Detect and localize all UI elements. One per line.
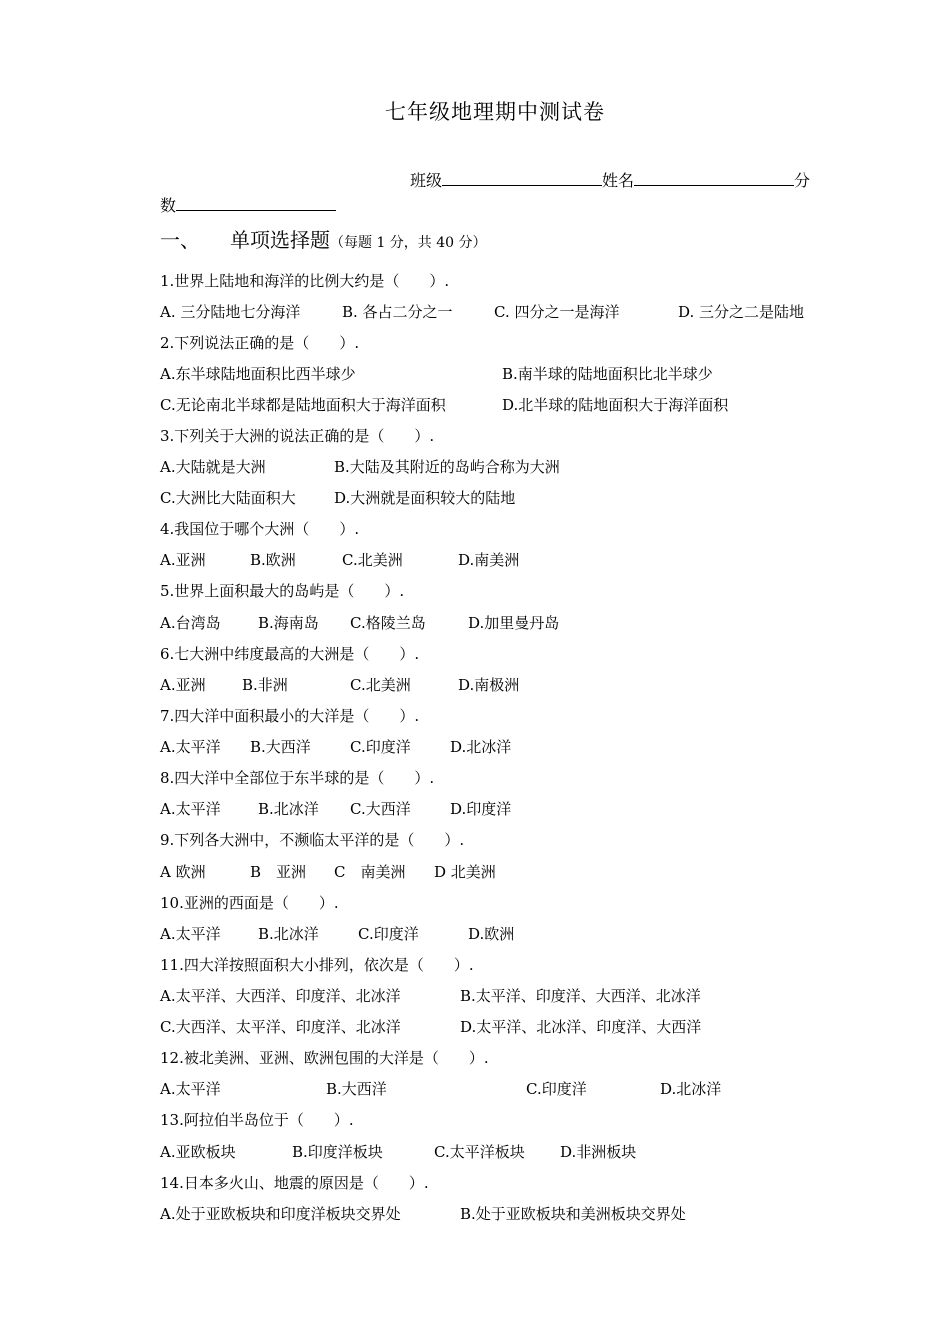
option-b: B.海南岛	[258, 614, 319, 632]
option-b: B.处于亚欧板块和美洲板块交界处	[460, 1205, 686, 1223]
option-c: C.大洲比大陆面积大	[160, 489, 296, 507]
option-c: C 南美洲	[334, 863, 406, 881]
option-b: B.北冰洋	[258, 800, 319, 818]
option-c: C.北美洲	[350, 676, 411, 694]
option-d: D.加里曼丹岛	[468, 614, 560, 632]
option-a: A.亚洲	[160, 551, 206, 569]
option-c: C.格陵兰岛	[350, 614, 426, 632]
option-b: B.太平洋、印度洋、大西洋、北冰洋	[460, 987, 701, 1005]
section-number: 一、	[160, 228, 200, 252]
question-13: 13.阿拉伯半岛位于（ ）.	[160, 1111, 354, 1129]
question-9: 9.下列各大洲中，不濒临太平洋的是（ ）.	[160, 831, 465, 849]
option-b: B.印度洋板块	[292, 1143, 383, 1161]
section-title: 单项选择题	[230, 228, 330, 252]
question-2: 2.下列说法正确的是（ ）.	[160, 334, 360, 352]
question-8: 8.四大洋中全部位于东半球的是（ ）.	[160, 769, 435, 787]
option-c: C.印度洋	[350, 738, 411, 756]
option-d: D.北半球的陆地面积大于海洋面积	[502, 396, 729, 414]
question-14: 14.日本多火山、地震的原因是（ ）.	[160, 1174, 429, 1192]
question-1: 1.世界上陆地和海洋的比例大约是（ ）.	[160, 272, 450, 290]
student-info-line	[410, 168, 810, 191]
class-label: 班级	[410, 171, 443, 190]
option-a: A.台湾岛	[160, 614, 221, 632]
option-d: D.大洲就是面积较大的陆地	[334, 489, 516, 507]
option-d: D.北冰洋	[450, 738, 512, 756]
option-c: C. 四分之一是海洋	[494, 303, 620, 321]
option-b: B.大西洋	[250, 738, 311, 756]
option-a: A.大陆就是大洲	[160, 458, 266, 476]
option-c: C.无论南北半球都是陆地面积大于海洋面积	[160, 396, 446, 414]
option-c: C.印度洋	[526, 1080, 587, 1098]
option-d: D.太平洋、北冰洋、印度洋、大西洋	[460, 1018, 702, 1036]
question-5: 5.世界上面积最大的岛屿是（ ）.	[160, 582, 405, 600]
option-b: B.大西洋	[326, 1080, 387, 1098]
question-7: 7.四大洋中面积最小的大洋是（ ）.	[160, 707, 420, 725]
option-c: C.印度洋	[358, 925, 419, 943]
score-blank	[176, 194, 336, 211]
option-c: C.北美洲	[342, 551, 403, 569]
option-a: A.东半球陆地面积比西半球少	[160, 365, 356, 383]
name-blank	[634, 169, 794, 186]
option-b: B.南半球的陆地面积比北半球少	[502, 365, 713, 383]
option-b: B.非洲	[242, 676, 288, 694]
name-label: 姓名	[602, 171, 635, 190]
section-note: （每题 1 分，共 40 分）	[330, 235, 487, 251]
option-a: A.太平洋	[160, 1080, 221, 1098]
score-line	[160, 193, 336, 216]
class-blank	[442, 169, 602, 186]
option-a: A.亚欧板块	[160, 1143, 236, 1161]
option-c: C.大西洋、太平洋、印度洋、北冰洋	[160, 1018, 401, 1036]
option-a: A. 三分陆地七分海洋	[160, 303, 301, 321]
score-label-part2: 数	[160, 196, 177, 215]
option-b: B.北冰洋	[258, 925, 319, 943]
question-3: 3.下列关于大洲的说法正确的是（ ）.	[160, 427, 435, 445]
option-b: B.欧洲	[250, 551, 296, 569]
section-heading	[160, 224, 487, 253]
option-a: A.处于亚欧板块和印度洋板块交界处	[160, 1205, 401, 1223]
option-d: D.非洲板块	[560, 1143, 637, 1161]
question-10: 10.亚洲的西面是（ ）.	[160, 894, 339, 912]
option-d: D. 三分之二是陆地	[678, 303, 805, 321]
option-d: D.北冰洋	[660, 1080, 722, 1098]
option-c: C.大西洋	[350, 800, 411, 818]
option-a: A.太平洋	[160, 738, 221, 756]
option-d: D.南美洲	[458, 551, 520, 569]
option-a: A 欧洲	[160, 863, 206, 881]
question-11: 11.四大洋按照面积大小排列，依次是（ ）.	[160, 956, 474, 974]
page-title: 七年级地理期中测试卷	[385, 100, 605, 124]
option-b: B. 各占二分之一	[342, 303, 453, 321]
option-d: D 北美洲	[434, 863, 496, 881]
option-b: B.大陆及其附近的岛屿合称为大洲	[334, 458, 560, 476]
question-4: 4.我国位于哪个大洲（ ）.	[160, 520, 360, 538]
option-a: A.太平洋	[160, 925, 221, 943]
option-c: C.太平洋板块	[434, 1143, 525, 1161]
question-6: 6.七大洲中纬度最高的大洲是（ ）.	[160, 645, 420, 663]
option-b: B 亚洲	[250, 863, 307, 881]
option-d: D.欧洲	[468, 925, 515, 943]
option-a: A.太平洋、大西洋、印度洋、北冰洋	[160, 987, 401, 1005]
option-a: A.太平洋	[160, 800, 221, 818]
option-d: D.南极洲	[458, 676, 520, 694]
score-label-part1: 分	[794, 171, 811, 190]
option-d: D.印度洋	[450, 800, 512, 818]
option-a: A.亚洲	[160, 676, 206, 694]
question-12: 12.被北美洲、亚洲、欧洲包围的大洋是（ ）.	[160, 1049, 489, 1067]
